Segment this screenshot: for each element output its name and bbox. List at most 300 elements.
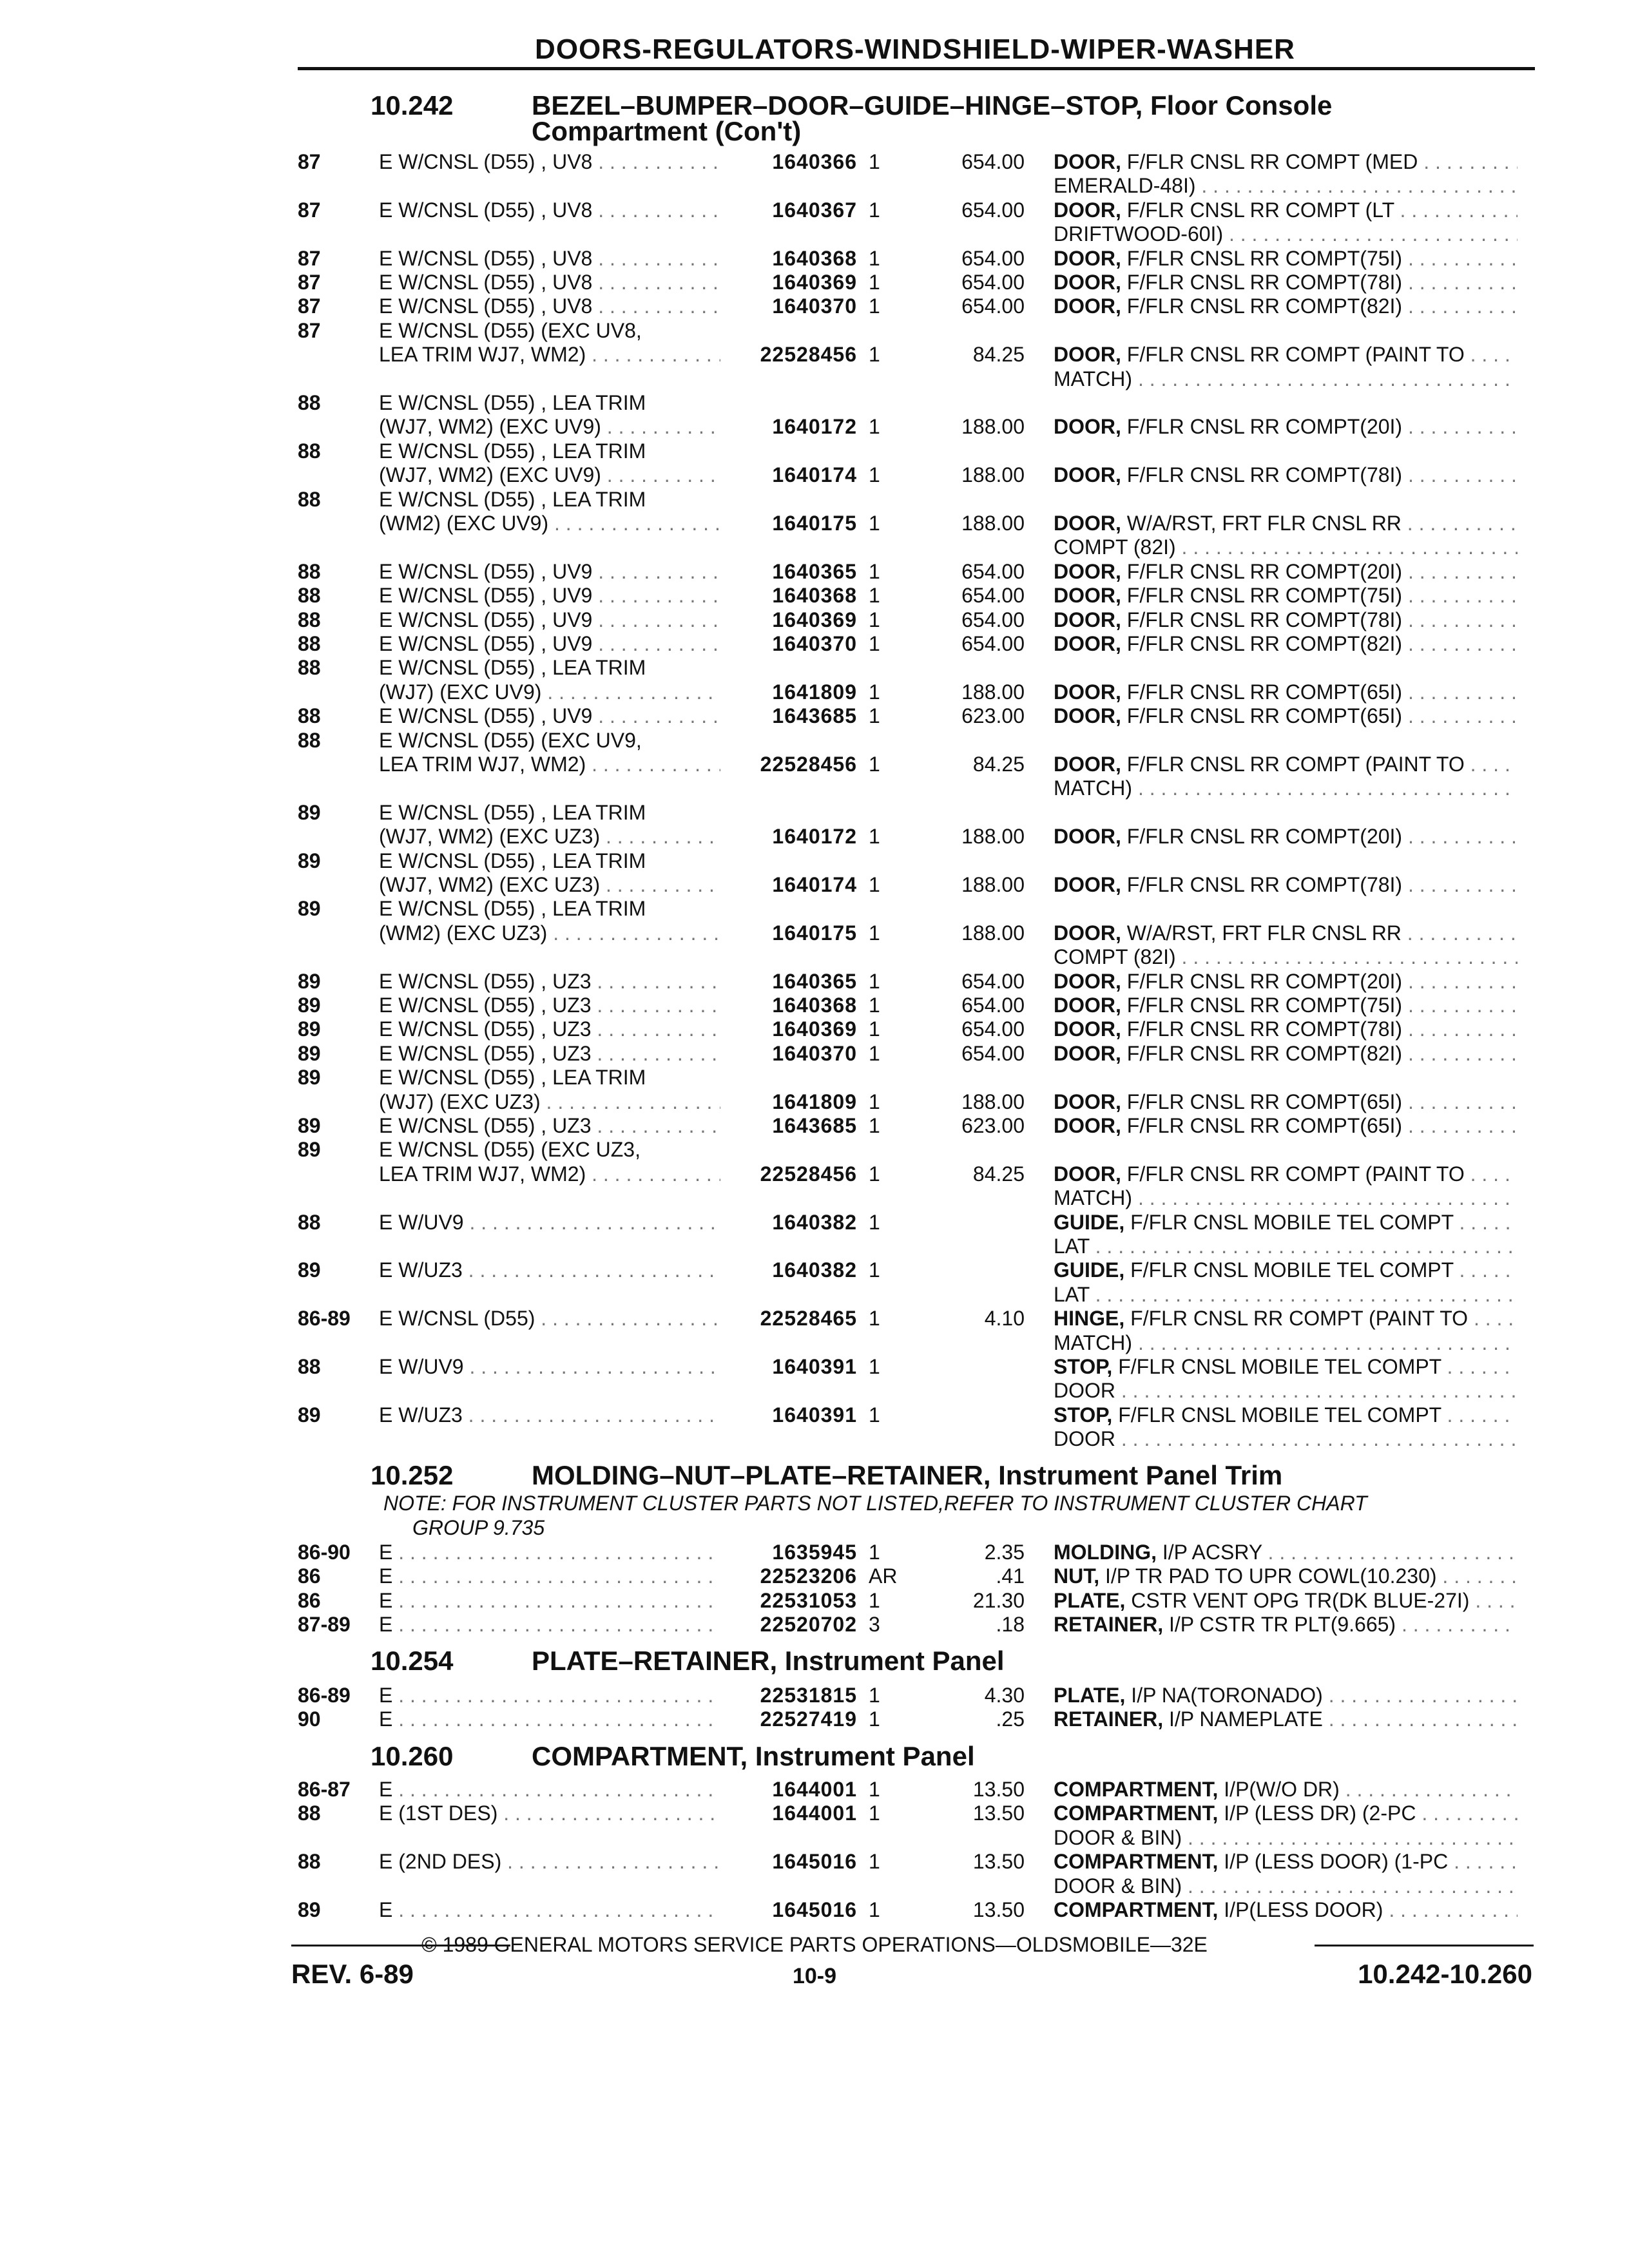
description-text: F/FLR CNSL RR COMPT(20I) . . . [1127,560,1518,583]
description [1054,1258,1518,1282]
description-text: F/FLR CNSL RR COMPT(75I) . . . [1127,584,1518,607]
description-text: F/FLR CNSL RR COMPT(78I) . . . [1127,1017,1518,1041]
section-heading-10-254 [371,1646,1005,1677]
part-number: 22520702 [760,1613,857,1637]
application: (WJ7, WM2) (EXC UZ3) . . . [379,872,720,897]
description [1054,680,1518,704]
table-row [0,1354,1629,1379]
model-year: 88 [298,1802,321,1825]
table-row [0,1186,1629,1210]
model-year: 89 [298,800,321,824]
quantity: 1 [869,1090,880,1113]
table-row [0,631,1629,656]
model-year: 88 [298,608,321,631]
application: E W/CNSL (D55) (EXC UV9, [379,728,642,752]
table-row [0,1162,1629,1186]
description [1054,1017,1518,1041]
description-keyword: DOOR, [1054,704,1121,728]
description-keyword: DOOR, [1054,632,1121,655]
description-text: F/FLR CNSL RR COMPT(65I) . . . [1127,1114,1518,1137]
quantity: 1 [869,873,880,896]
description [1054,1777,1518,1802]
model-year: 89 [298,1898,321,1921]
description-text: I/P ACSRY . . . [1162,1541,1518,1564]
price: 4.30 [984,1684,1025,1707]
description [1054,414,1518,439]
quantity: 1 [869,150,880,173]
description-text: F/FLR CNSL MOBILE TEL COMPT . . . [1130,1211,1518,1234]
price: .25 [996,1707,1025,1731]
description-keyword: DOOR, [1054,198,1121,222]
table-row [0,1874,1629,1898]
description-text: DOOR . . . [1054,1427,1518,1450]
model-year: 89 [298,1138,321,1162]
quantity: 1 [869,1307,880,1331]
description-text: F/FLR CNSL MOBILE TEL COMPT . . . [1118,1403,1518,1427]
application: E . . . [379,1564,720,1588]
revision-label: REV. 6-89 [291,1959,414,1989]
price: 654.00 [961,150,1025,173]
description-text: MATCH) . . . [1054,367,1518,390]
application: E (2ND DES) . . . [379,1849,720,1874]
quantity: 1 [869,584,880,608]
part-number: 1640382 [772,1210,857,1234]
section-number: 10.260 [371,1741,454,1771]
part-number: 22523206 [760,1564,857,1588]
quantity: 1 [869,246,880,270]
application: (WM2) (EXC UV9) . . . [379,511,720,535]
price: 654.00 [961,632,1025,655]
price: 188.00 [961,680,1025,704]
application: E W/CNSL (D55) . . . [379,1306,720,1331]
description-text: COMPT (82I) . . . [1054,945,1518,968]
description-text: MATCH) . . . [1054,776,1518,800]
model-year: 86-87 [298,1778,351,1801]
table-row [0,270,1629,294]
price: 13.50 [972,1802,1025,1825]
part-number: 22528456 [760,1162,857,1186]
model-year: 89 [298,969,321,993]
part-number: 1641809 [772,680,857,704]
table-row [0,1564,1629,1588]
application: E W/CNSL (D55) , UZ3 . . . [379,969,720,994]
description-text: F/FLR CNSL RR COMPT (PAINT TO . . . [1127,1162,1518,1186]
description [1054,1162,1518,1186]
price: 188.00 [961,463,1025,487]
price: 654.00 [961,559,1025,583]
description [1054,1354,1518,1379]
description-keyword: DOOR, [1054,343,1121,367]
quantity: 1 [869,704,880,728]
price: 84.25 [972,343,1025,367]
description-text: W/A/RST, FRT FLR CNSL RR . . . [1127,921,1518,945]
price: 654.00 [961,969,1025,993]
application: E W/CNSL (D55) , UV8 . . . [379,294,720,318]
table-row [0,896,1629,921]
description [1054,173,1518,198]
description-keyword: COMPARTMENT, [1054,1778,1219,1801]
table-row [0,728,1629,753]
description [1054,1874,1518,1898]
price: 654.00 [961,1017,1025,1041]
table-row [0,993,1629,1017]
section-number: 10.254 [371,1646,454,1676]
model-year: 89 [298,1258,321,1282]
description-text: F/FLR CNSL RR COMPT (PAINT TO . . . [1127,753,1518,776]
description-text: LAT . . . [1054,1283,1518,1306]
table-row [0,752,1629,776]
model-year: 86-89 [298,1307,351,1331]
model-year: 89 [298,1017,321,1041]
header-rule [298,67,1535,70]
price: 13.50 [972,1778,1025,1801]
description [1054,945,1518,969]
description-keyword: DOOR, [1054,559,1121,583]
section-heading-10-260 [371,1741,975,1772]
application: LEA TRIM WJ7, WM2) . . . [379,752,720,776]
quantity: 1 [869,1778,880,1801]
model-year: 87 [298,198,321,222]
quantity: 1 [869,559,880,583]
description-keyword: RETAINER, [1054,1613,1164,1637]
table-row [0,198,1629,222]
model-year: 88 [298,487,321,511]
application: E W/CNSL (D55) , UZ3 . . . [379,993,720,1017]
table-row [0,390,1629,415]
model-year: 87 [298,294,321,318]
application: E W/CNSL (D55) , UV9 . . . [379,704,720,728]
table-row [0,367,1629,391]
model-year: 87-89 [298,1613,351,1637]
part-number: 1640365 [772,969,857,993]
description-text: I/P(W/O DR) . . . [1224,1778,1518,1801]
section-number: 10.252 [371,1460,454,1490]
description [1054,1331,1518,1355]
model-year: 86-90 [298,1541,351,1564]
price: 654.00 [961,198,1025,222]
description-keyword: DOOR, [1054,512,1121,535]
description-keyword: PLATE, [1054,1588,1126,1612]
part-number: 1640368 [772,994,857,1017]
description-text: F/FLR CNSL RR COMPT(20I) . . . [1127,415,1518,438]
description-text: F/FLR CNSL MOBILE TEL COMPT . . . [1130,1258,1518,1282]
description-keyword: COMPARTMENT, [1054,1850,1219,1874]
description-keyword: DOOR, [1054,994,1121,1017]
description-keyword: DOOR, [1054,1162,1121,1186]
application: E W/CNSL (D55) (EXC UV8, [379,318,642,342]
description-text: F/FLR CNSL RR COMPT (LT . . . [1127,198,1518,222]
description [1054,993,1518,1017]
description [1054,1378,1518,1403]
model-year: 89 [298,897,321,921]
description-keyword: GUIDE, [1054,1258,1125,1282]
application: E W/CNSL (D55) , LEA TRIM [379,487,646,511]
quantity: 1 [869,1041,880,1065]
description-text: W/A/RST, FRT FLR CNSL RR . . . [1127,512,1518,535]
description-keyword: DOOR, [1054,294,1121,318]
table-row [0,1041,1629,1066]
price: 654.00 [961,246,1025,270]
description-keyword: COMPARTMENT, [1054,1802,1219,1825]
table-row [0,1210,1629,1235]
description-text: I/P (LESS DOOR) (1-PC . . . [1224,1850,1518,1873]
part-number: 1643685 [772,704,857,728]
description [1054,631,1518,656]
table-row [0,414,1629,439]
price: 623.00 [961,1114,1025,1137]
part-number: 1640175 [772,512,857,535]
page-header: DOORS-REGULATORS-WINDSHIELD-WIPER-WASHER [535,34,1295,65]
part-number: 22528456 [760,343,857,367]
description-text: COMPT (82I) . . . [1054,535,1518,559]
quantity: 1 [869,1684,880,1707]
description [1054,559,1518,584]
application: E . . . [379,1898,720,1922]
description [1054,583,1518,608]
description-keyword: GUIDE, [1054,1210,1125,1234]
section-number: 10.242 [371,90,454,120]
model-year: 87 [298,271,321,294]
part-number: 1640369 [772,1017,857,1041]
description [1054,1282,1518,1307]
description [1054,921,1518,945]
description-keyword: DOOR, [1054,753,1121,776]
section-title: COMPARTMENT, Instrument Panel [532,1741,975,1771]
description-text: F/FLR CNSL RR COMPT(82I) . . . [1127,1042,1518,1065]
description-text: F/FLR CNSL RR COMPT(65I) . . . [1127,1090,1518,1113]
table-row [0,1282,1629,1307]
description [1054,969,1518,994]
table-row [0,1137,1629,1162]
description-keyword: DOOR, [1054,1090,1121,1113]
description-keyword: DOOR, [1054,463,1121,487]
description-text: DRIFTWOOD-60I) . . . [1054,222,1518,245]
model-year: 88 [298,1210,321,1234]
part-number: 1644001 [772,1778,857,1801]
description-keyword: DOOR, [1054,873,1121,896]
application: E W/CNSL (D55) , UV9 . . . [379,583,720,608]
description-text: F/FLR CNSL RR COMPT(75I) . . . [1127,994,1518,1017]
part-number: 1640174 [772,463,857,487]
description-keyword: COMPARTMENT, [1054,1898,1219,1921]
description-text: DOOR . . . [1054,1379,1518,1402]
price: 654.00 [961,608,1025,631]
application: E W/CNSL (D55) , LEA TRIM [379,897,646,921]
table-row [0,1378,1629,1403]
description-keyword: DOOR, [1054,921,1121,945]
section-heading-10-242 [371,90,1332,121]
price: .41 [996,1564,1025,1588]
section-title-continued: Compartment (Con't) [532,116,802,146]
table-row [0,1331,1629,1355]
table-row [0,318,1629,343]
model-year: 87 [298,150,321,173]
table-row [0,849,1629,873]
description [1054,1041,1518,1066]
description-keyword: DOOR, [1054,608,1121,631]
application: (WJ7, WM2) (EXC UZ3) . . . [379,824,720,849]
part-number: 1640369 [772,608,857,631]
table-row [0,1849,1629,1874]
model-year: 88 [298,632,321,655]
model-year: 89 [298,994,321,1017]
part-number: 1640368 [772,246,857,270]
price: 4.10 [984,1307,1025,1331]
application: E . . . [379,1683,720,1707]
description [1054,270,1518,294]
description [1054,246,1518,271]
part-number: 1645016 [772,1898,857,1921]
part-number: 1640369 [772,271,857,294]
description [1054,1186,1518,1210]
description-text: F/FLR CNSL MOBILE TEL COMPT . . . [1118,1355,1518,1378]
model-year: 89 [298,849,321,872]
table-row [0,583,1629,608]
description [1054,776,1518,800]
description [1054,704,1518,728]
description [1054,1801,1518,1825]
description [1054,1683,1518,1707]
application: E W/CNSL (D55) , UZ3 . . . [379,1113,720,1138]
quantity: 1 [869,463,880,487]
description [1054,1612,1518,1637]
description [1054,1540,1518,1564]
description-text: I/P NAMEPLATE . . . [1169,1707,1518,1731]
model-year: 88 [298,439,321,463]
table-row [0,704,1629,728]
quantity: 1 [869,1850,880,1874]
price: 188.00 [961,512,1025,535]
table-row [0,559,1629,584]
description-text: F/FLR CNSL RR COMPT (MED . . . [1127,150,1518,173]
application: E W/CNSL (D55) , LEA TRIM [379,391,646,414]
description-keyword: RETAINER, [1054,1707,1164,1731]
application: E W/CNSL (D55) , UV9 . . . [379,631,720,656]
model-year: 86 [298,1564,321,1588]
table-row [0,655,1629,680]
table-row [0,608,1629,632]
section-title: MOLDING–NUT–PLATE–RETAINER, Instrument Panel Trim [532,1460,1283,1490]
application: E W/CNSL (D55) , LEA TRIM [379,849,646,872]
part-number: 1640172 [772,825,857,849]
description-text: DOOR & BIN) . . . [1054,1826,1518,1849]
application: E W/CNSL (D55) , UV8 . . . [379,198,720,222]
application: E W/CNSL (D55) , UV9 . . . [379,559,720,584]
description [1054,1588,1518,1613]
description-text: I/P NA(TORONADO) . . . [1131,1684,1518,1707]
application: (WJ7, WM2) (EXC UV9) . . . [379,414,720,439]
description [1054,1427,1518,1451]
model-year: 88 [298,391,321,414]
description-text: CSTR VENT OPG TR(DK BLUE-27I) . . . [1131,1589,1518,1612]
quantity: 1 [869,1017,880,1041]
description-text: F/FLR CNSL RR COMPT(65I) . . . [1127,704,1518,727]
table-row [0,1306,1629,1331]
description-keyword: DOOR, [1054,271,1121,294]
part-number: 1640172 [772,415,857,439]
quantity: 1 [869,271,880,294]
quantity: 1 [869,1707,880,1731]
description-text: F/FLR CNSL RR COMPT(78I) . . . [1127,463,1518,486]
description [1054,872,1518,897]
model-year: 88 [298,559,321,583]
quantity: 1 [869,608,880,631]
table-row [0,487,1629,512]
table-row [0,1540,1629,1564]
description-keyword: DOOR, [1054,415,1121,439]
part-number: 1640365 [772,559,857,583]
description [1054,294,1518,318]
table-row [0,1683,1629,1707]
price: 84.25 [972,753,1025,776]
application: LEA TRIM WJ7, WM2) . . . [379,342,720,367]
model-year: 88 [298,1850,321,1874]
table-row [0,1403,1629,1427]
description-keyword: NUT, [1054,1564,1100,1588]
section-title: PLATE–RETAINER, Instrument Panel [532,1646,1005,1676]
table-row [0,1017,1629,1041]
application: E . . . [379,1588,720,1613]
description [1054,1849,1518,1874]
footer-copyright: © 1989 GENERAL MOTORS SERVICE PARTS OPERATIONS—OLDSMOBILE—32E [421,1933,1208,1956]
application: E . . . [379,1540,720,1564]
application: E W/UZ3 . . . [379,1258,720,1282]
application: E W/CNSL (D55) (EXC UZ3, [379,1138,641,1162]
quantity: 1 [869,415,880,439]
application: E W/CNSL (D55) , UV8 . . . [379,149,720,174]
part-number: 1645016 [772,1850,857,1874]
description-keyword: DOOR, [1054,680,1121,704]
table-row [0,945,1629,969]
price: 623.00 [961,704,1025,728]
description-text: F/FLR CNSL RR COMPT(82I) . . . [1127,294,1518,318]
description-keyword: PLATE, [1054,1684,1126,1707]
quantity: 1 [869,632,880,655]
description [1054,511,1518,535]
part-number: 22531053 [760,1588,857,1612]
description-text: F/FLR CNSL RR COMPT(78I) . . . [1127,271,1518,294]
table-row [0,149,1629,174]
quantity: 1 [869,512,880,535]
description-text: F/FLR CNSL RR COMPT (PAINT TO . . . [1127,343,1518,366]
table-row [0,776,1629,800]
table-row [0,1234,1629,1258]
description [1054,1210,1518,1235]
description-keyword: HINGE, [1054,1307,1125,1331]
part-number: 1640366 [772,150,857,173]
model-year: 87 [298,246,321,270]
description-keyword: DOOR, [1054,246,1121,270]
part-number: 1635945 [772,1541,857,1564]
description [1054,1113,1518,1138]
description [1054,1898,1518,1922]
table-row [0,1065,1629,1090]
application: E (1ST DES) . . . [379,1801,720,1825]
table-row [0,342,1629,367]
table-row [0,1588,1629,1613]
quantity: 1 [869,1802,880,1825]
description [1054,1564,1518,1588]
quantity: 1 [869,753,880,776]
part-number: 1640370 [772,1041,857,1065]
model-year: 88 [298,704,321,728]
application: (WJ7) (EXC UV9) . . . [379,680,720,704]
quantity: AR [869,1564,898,1588]
description [1054,1707,1518,1731]
description-text: F/FLR CNSL RR COMPT(20I) . . . [1127,825,1518,848]
model-year: 86 [298,1588,321,1612]
price: 654.00 [961,271,1025,294]
